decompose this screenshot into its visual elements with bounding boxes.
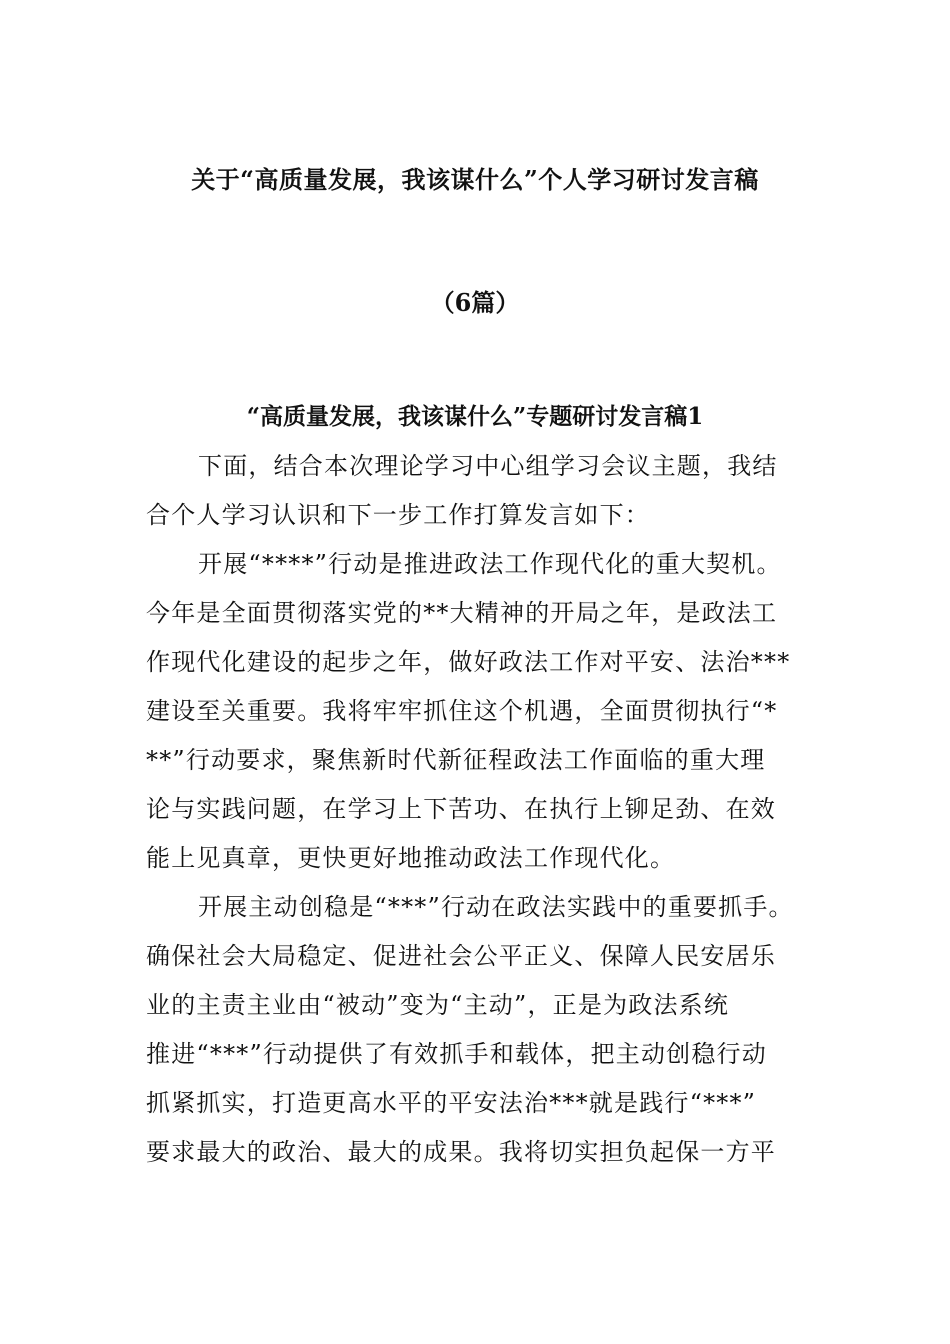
section-heading: “高质量发展，我该谋什么”专题研讨发言稿1 <box>246 403 704 430</box>
document-title: 关于“高质量发展，我该谋什么”个人学习研讨发言稿 <box>191 165 759 194</box>
paragraph-line: 开展主动创稳是“***”行动在政法实践中的重要抓手。 <box>198 893 794 921</box>
paragraph-line: 今年是全面贯彻落实党的**大精神的开局之年，是政法工 <box>146 599 778 627</box>
body-text <box>146 442 811 1177</box>
paragraph-line: 抓紧抓实，打造更高水平的平安法治***就是践行“***” <box>146 1089 757 1117</box>
paragraph-line: 建设至关重要。我将牢牢抓住这个机遇，全面贯彻执行“* <box>146 697 778 725</box>
document-subtitle: （6篇） <box>430 288 520 317</box>
paragraph-line: 论与实践问题，在学习上下苦功、在执行上铆足劲、在效 <box>146 795 776 823</box>
paragraph-line: 作现代化建设的起步之年，做好政法工作对平安、法治*** <box>146 648 791 676</box>
paragraph-line: 能上见真章，更快更好地推动政法工作现代化。 <box>146 844 676 872</box>
paragraph-line: 开展“****”行动是推进政法工作现代化的重大契机。 <box>198 550 782 578</box>
paragraph-line: 下面，结合本次理论学习中心组学习会议主题，我结 <box>198 452 778 480</box>
paragraph-line: 确保社会大局稳定、促进社会公平正义、保障人民安居乐 <box>146 942 776 970</box>
paragraph-line: 合个人学习认识和下一步工作打算发言如下： <box>146 501 650 529</box>
paragraph-line: 推进“***”行动提供了有效抓手和载体，把主动创稳行动 <box>146 1040 767 1068</box>
paragraph-line: 要求最大的政治、最大的成果。我将切实担负起保一方平 <box>146 1138 776 1166</box>
paragraph-line: 业的主责主业由“被动”变为“主动”，正是为政法系统 <box>146 991 730 1019</box>
paragraph-line: **”行动要求，聚焦新时代新征程政法工作面临的重大理 <box>146 746 766 774</box>
